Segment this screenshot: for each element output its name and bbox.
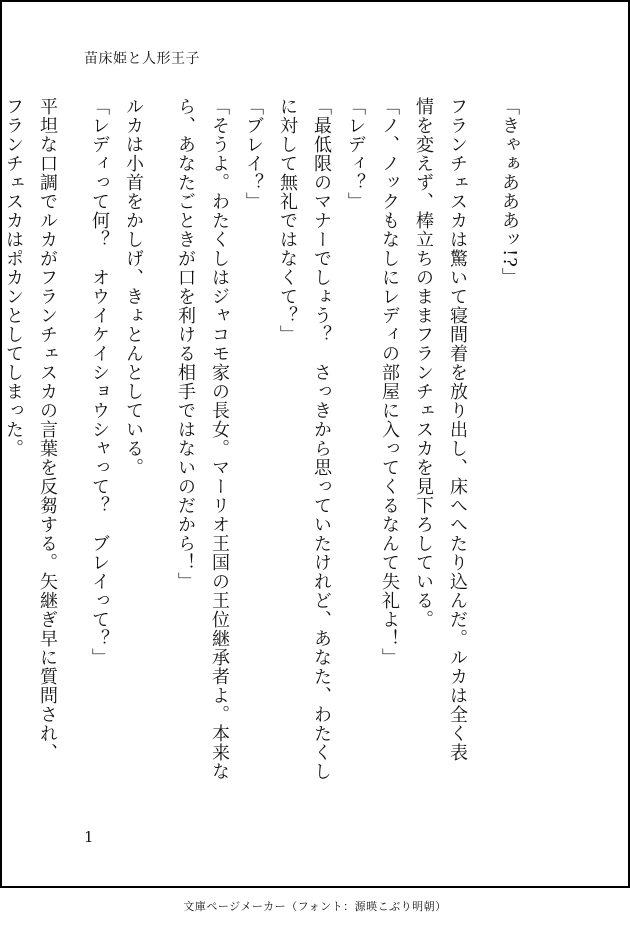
text-line: 平坦な口調でルカがフランチェスカの言葉を反芻する。矢継ぎ早に質問され、 <box>37 97 58 762</box>
text-line: 「そうよ。わたくしはジャコモ家の長女。マーリオ王国の王位継承者よ。本来な <box>209 97 230 781</box>
running-header-title: 苗床姫と人形王子 <box>84 51 200 67</box>
text-line: 情を変えず、棒立ちのままフランチェスカを見下ろしている。 <box>413 97 434 629</box>
footer-credit: 文庫ページメーカー（フォント：源暎こぶり明朝） <box>183 900 447 913</box>
text-line: 「ブレイ？」 <box>243 97 264 211</box>
text-line: 「最低限のマナーでしょう？ さっきから思っていたけれど、あなた、わたくし <box>311 97 332 781</box>
text-line: ら、あなたごときが口を利ける相手ではないのだから！」 <box>175 97 196 591</box>
text-line: ルカは小首をかしげ、きょとんとしている。 <box>123 97 144 477</box>
text-line: 「きゃぁあああッ!?」 <box>499 97 520 287</box>
vertical-body-text <box>0 97 526 797</box>
text-line: フランチェスカはポカンとしてしまった。 <box>3 97 24 458</box>
text-line: 「レディ？」 <box>345 97 366 211</box>
text-line: 「ノ、ノックもなしにレディの部屋に入ってくるなんて失礼よ！」 <box>379 97 400 667</box>
text-line: に対して無礼ではなくて？」 <box>277 97 298 344</box>
text-line: フランチェスカは驚いて寝間着を放り出し、床へへたり込んだ。ルカは全く表 <box>447 97 468 762</box>
text-line: 「レディって何？ オウイケイショウシャって？ ブレイって？」 <box>89 97 110 667</box>
page-number: 1 <box>84 828 94 846</box>
